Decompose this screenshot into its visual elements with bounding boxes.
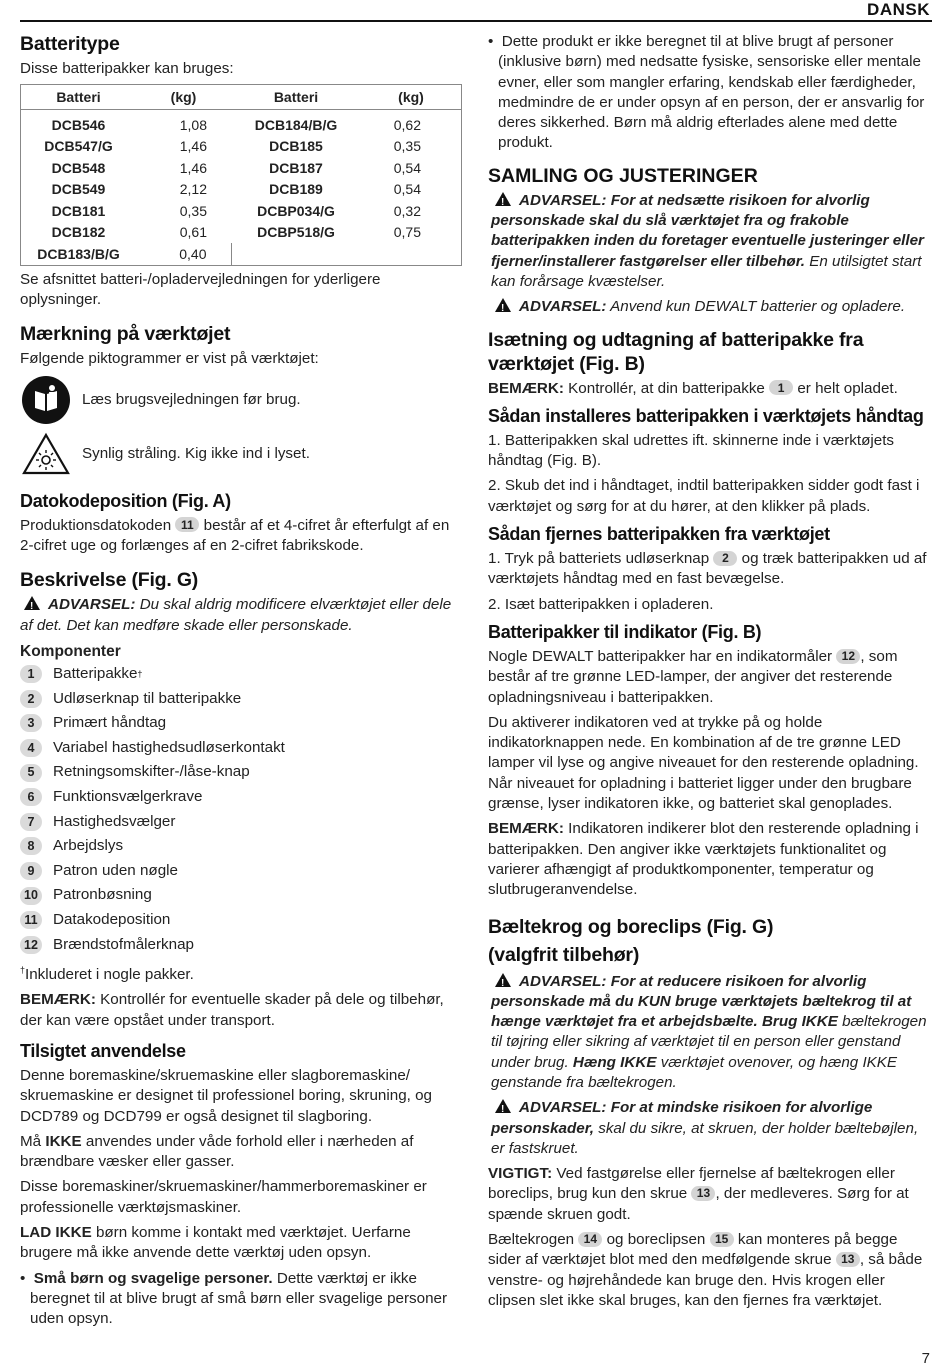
table-row xyxy=(21,243,462,265)
table-cell: 0,62 xyxy=(393,116,421,133)
w1-label: ADVARSEL: xyxy=(519,191,607,209)
callout-12: 12 xyxy=(836,649,860,664)
callout-1: 1 xyxy=(769,380,793,395)
intended-use-p4 xyxy=(20,1223,462,1264)
note-label: BEMÆRK: xyxy=(20,991,96,1009)
table-cell: DCB185 xyxy=(269,138,323,155)
component-number: 7 xyxy=(20,813,42,831)
picto-manual-text: Læs brugsvejledningen før brug. xyxy=(82,390,301,408)
description-warning xyxy=(20,595,462,636)
table-cell xyxy=(361,243,462,265)
table-cell: DCB182 xyxy=(51,224,106,241)
intended-use-heading: Tilsigtet anvendelse xyxy=(20,1040,186,1061)
table-cell: 1,46 xyxy=(179,138,207,155)
table-cell: DCB187 xyxy=(269,159,323,176)
table-cell: 0,61 xyxy=(179,224,207,241)
belt-w1-bold: For at reducere risikoen for alvorlig personskade må du KUN bruge værktøjets bæltekrog til at hænge værktøjet fra et arbejdsbælte. xyxy=(491,972,912,1031)
install-heading: Sådan installeres batteripakken i værktøjets håndtag xyxy=(488,405,924,426)
belt-warning-2 xyxy=(488,1098,932,1159)
p4-a: LAD IKKE xyxy=(20,1224,92,1242)
belt-w1-label: ADVARSEL: xyxy=(519,972,607,990)
table-cell: DCB547/G xyxy=(44,138,113,155)
table-cell: 0,40 xyxy=(136,243,231,265)
dagger-symbol: † xyxy=(20,965,26,975)
w1-text: En utilsigtet start kan forårsage kvæstelser. xyxy=(491,252,922,290)
picto-radiation xyxy=(20,429,462,479)
description-heading xyxy=(20,568,462,592)
warning-icon xyxy=(495,298,511,312)
table-cell: DCB189 xyxy=(269,181,323,198)
component-item xyxy=(20,662,462,687)
page-number: 7 xyxy=(921,1350,930,1367)
belt-w2-label: ADVARSEL: xyxy=(519,1099,607,1117)
component-label: Primært håndtag xyxy=(53,714,167,732)
table-cell xyxy=(231,243,361,265)
col-header-kg: (kg) xyxy=(136,85,231,110)
component-number: 5 xyxy=(20,764,42,782)
components-list xyxy=(20,662,462,957)
table-row xyxy=(21,222,462,244)
component-item xyxy=(20,883,462,908)
indicator-p1-a: Nogle DEWALT batteripakker har en indikatormåler xyxy=(488,647,833,665)
warning-icon xyxy=(495,192,511,206)
insert-heading: Isætning og udtagning af batteripakke fra værktøjet (Fig. B) xyxy=(488,328,864,375)
table-cell: 2,12 xyxy=(179,181,207,198)
picto-radiation-text: Synlig stråling. Kig ikke ind i lyset. xyxy=(82,444,310,462)
insert-note-b: er helt opladet. xyxy=(797,379,898,397)
callout-2: 2 xyxy=(713,551,737,566)
w2-label: ADVARSEL: xyxy=(519,298,607,316)
table-cell: DCB181 xyxy=(51,202,106,219)
component-item xyxy=(20,809,462,834)
description-title: Beskrivelse xyxy=(20,569,127,592)
component-number: 10 xyxy=(20,887,42,905)
component-item xyxy=(20,785,462,810)
intended-use-bullet: • Små børn og svagelige personer. Dette værktøj er ikke beregnet til at blive brugt af små børn eller svagelige personer uden opsyn. xyxy=(20,1269,448,1328)
p2-c: anvendes under våde forhold eller i nærheden af brændbare væsker eller gasser. xyxy=(20,1132,414,1171)
date-code-fig: (Fig. A) xyxy=(171,490,231,511)
component-label: Patron uden nøgle xyxy=(53,861,178,879)
dagger-note-text: Inkluderet i nogle pakker. xyxy=(25,966,194,984)
component-number: 4 xyxy=(20,739,42,757)
table-cell: 0,54 xyxy=(393,159,421,176)
belt-warning-1 xyxy=(488,972,932,1094)
battery-type-intro: Disse batteripakker kan bruges: xyxy=(20,60,234,77)
table-row xyxy=(21,136,462,158)
component-item xyxy=(20,686,462,711)
component-number: 9 xyxy=(20,862,42,880)
table-cell: DCBP518/G xyxy=(257,224,335,241)
top-bullet: • Dette produkt er ikke beregnet til at blive brugt af personer (inklusive børn) med nedsatte fysiske, sensoriske eller mentale evner, eller som mangler erfaring, kendskab eller færdigheder, medmindre de er under opsyn af en person, der er ansvarlig for deres sikkerhed. Børn må aldrig efterlades alene med dette produkt. xyxy=(488,33,925,152)
assembly-warning-1 xyxy=(488,191,932,292)
col-header-kg-2: (kg) xyxy=(361,85,462,110)
component-item xyxy=(20,736,462,761)
marking-intro: Følgende piktogrammer er vist på værktøjet: xyxy=(20,350,319,368)
table-cell: DCBP034/G xyxy=(257,202,335,219)
indicator-note xyxy=(488,819,932,900)
table-cell: 0,54 xyxy=(393,181,421,198)
table-cell: DCB548 xyxy=(51,159,106,176)
belt-w1-brug: Brug IKKE xyxy=(761,1013,838,1031)
top-bullet-text: Dette produkt er ikke beregnet til at blive brugt af personer (inklusive børn) med nedsatte fysiske, sensoriske eller mentale evner, eller som mangler erfaring, kendskab eller færdigheder, medmindre de er under opsyn af en person, der er ansvarlig for deres sikkerhed. Børn må aldrig efterlades alene med dette produkt. xyxy=(498,33,925,152)
assembly-heading: SAMLING OG JUSTERINGER xyxy=(488,164,758,187)
warning-text: Du skal aldrig modificere elværktøjet eller dele af det. Det kan medføre skade eller personskade. xyxy=(20,596,452,634)
component-label: Datakodeposition xyxy=(53,910,171,928)
table-cell: 0,75 xyxy=(393,224,421,241)
insert-note-a: Kontrollér, at din batteripakke xyxy=(568,379,765,397)
description-note xyxy=(20,990,462,1031)
component-number: 3 xyxy=(20,714,42,732)
table-row xyxy=(21,179,462,201)
belt-heading xyxy=(488,913,932,969)
battery-table xyxy=(20,84,462,266)
p4-b: børn komme i kontakt med værktøjet. Uerfarne brugere må ikke anvende dette værktøj uden opsyn. xyxy=(20,1224,411,1262)
belt-title-a: Bæltekrog og boreclips (Fig. G) xyxy=(488,915,774,938)
belt-w2-bold: For at mindske risikoen for alvorlige personskader, xyxy=(491,1099,873,1137)
component-item xyxy=(20,908,462,933)
indicator-p1-b: , som består af tre grønne LED-lamper, der angiver det resterende opladningsniveau i batteripakken. xyxy=(488,647,898,706)
belt-imp-a: Ved fastgørelse eller fjernelse af bæltekrogen eller boreclips, brug kun den skrue xyxy=(488,1165,895,1203)
bullet-b: Dette værktøj er ikke beregnet til at blive brugt af små børn eller svagelige personer uden opsyn. xyxy=(30,1269,448,1328)
component-item xyxy=(20,859,462,884)
w2-text: Anvend kun DEWALT batterier og opladere. xyxy=(610,298,906,316)
remove-step-1 xyxy=(488,549,932,590)
component-label: Patronbøsning xyxy=(53,886,152,904)
table-cell: DCB183/B/G xyxy=(37,245,120,262)
intended-use-p2 xyxy=(20,1132,462,1173)
install-step-1: 1. Batteripakken skal udrettes ift. skinnerne inde i værktøjets håndtag (Fig. B). xyxy=(488,431,895,470)
table-cell: 1,46 xyxy=(179,159,207,176)
intended-use-p3: Disse boremaskiner/skruemaskiner/hammerboremaskiner er professionelle værktøjsmaskiner. xyxy=(20,1178,427,1216)
warning-icon xyxy=(495,973,511,987)
component-label: Batteripakke xyxy=(53,665,138,683)
component-label: Arbejdslys xyxy=(53,837,124,855)
manual-icon xyxy=(20,375,72,425)
p2-b: IKKE xyxy=(45,1132,82,1150)
bullet-a: Små børn og svagelige personer. xyxy=(33,1269,273,1287)
table-cell: DCB184/B/G xyxy=(254,116,338,133)
belt-w1-t1: bæltekrogen til tøjring eller sikring af værktøjet til en person eller genstand under brug. xyxy=(491,1013,927,1071)
remove-s1-a: 1. Tryk på batteriets udløserknap xyxy=(488,550,710,568)
date-code-text-b: består af et 4-cifret år efterfulgt af en 2-cifret uge og forlænges af en 2-cifret fabrikskode. xyxy=(20,516,450,554)
belt-w1-t2: værktøjet ovenover, og hæng IKKE genstande fra bæltekrogen. xyxy=(491,1053,898,1091)
callout-13b: 13 xyxy=(836,1252,860,1267)
belt-title-b: (valgfrit tilbehør) xyxy=(488,943,640,966)
description-fig: (Fig. G) xyxy=(131,569,199,592)
p2-a: Må xyxy=(20,1132,42,1150)
component-number: 6 xyxy=(20,788,42,806)
belt-w2-text: skal du sikre, at skruen, der holder bæltebøjlen, er fastskruet. xyxy=(491,1119,919,1157)
intended-use-p1: Denne boremaskine/skruemaskine eller slagboremaskine/ skruemaskine er designet til professionel boring, skruning, og DCD789 og DCD799 er også designet til slagboring. xyxy=(20,1066,432,1125)
component-item xyxy=(20,760,462,785)
table-cell: 0,35 xyxy=(179,202,207,219)
component-number: 12 xyxy=(20,936,42,954)
date-code-text-a: Produktionsdatokoden xyxy=(20,516,172,534)
belt-p-d: , så både venstre- og højrehåndede kan bruge den. Hvis krogen eller clipsen slet ikke skal bruges, kan den fjernes fra værktøjet. xyxy=(488,1251,923,1309)
assembly-warning-2 xyxy=(488,297,932,317)
callout-13: 13 xyxy=(691,1186,715,1201)
left-column xyxy=(20,32,462,1335)
col-header-battery-2: Batteri xyxy=(231,85,361,110)
table-row xyxy=(21,110,462,136)
picto-manual xyxy=(20,375,462,425)
remove-s1-b: og træk batteripakken ud af værktøjets håndtag med en fast bevægelse. xyxy=(488,550,927,588)
remove-step-2: 2. Isæt batteripakken i opladeren. xyxy=(488,595,714,613)
component-label: Hastighedsvælger xyxy=(53,812,176,830)
remove-heading: Sådan fjernes batteripakken fra værktøjet xyxy=(488,524,830,545)
indicator-p2: Du aktiverer indikatoren ved at trykke på og holde indikatorknappen nede. En kombination af de tre grønne LED lamper vil lyse og angive niveauet for den resterende opladning. Når niveauet for opladning i batteriet ligger under den brugbare grænse, lyser indikatoren ikke, og batteriet skal genoplades. xyxy=(488,713,919,813)
table-row xyxy=(21,200,462,222)
indicator-heading: Batteripakker til indikator (Fig. B) xyxy=(488,621,762,642)
battery-type-heading: Batteritype xyxy=(20,33,120,55)
belt-paragraph xyxy=(488,1230,932,1311)
component-item xyxy=(20,834,462,859)
component-number: 8 xyxy=(20,837,42,855)
warning-icon xyxy=(495,1099,511,1113)
header-rule xyxy=(20,20,932,22)
component-item xyxy=(20,711,462,736)
component-label: Retningsomskifter-/låse-knap xyxy=(53,763,250,781)
component-label: Variabel hastighedsudløserkontakt xyxy=(53,738,285,756)
indicator-note-text: Indikatoren indikerer blot den resterende opladning i batteripakken. Den angiver ikke værktøjets funktionalitet og varierer afhængigt af produktkomponenter, temperatur og slutbrugeranvendelse. xyxy=(488,820,919,899)
insert-note-label: BEMÆRK: xyxy=(488,379,564,397)
date-code-text xyxy=(20,516,462,557)
indicator-p1 xyxy=(488,647,932,708)
callout-15: 15 xyxy=(710,1232,734,1247)
language-label: DANSK xyxy=(867,0,930,19)
table-cell: DCB549 xyxy=(51,181,106,198)
callout-14: 14 xyxy=(578,1232,602,1247)
col-header-battery: Batteri xyxy=(21,85,137,110)
component-number: 11 xyxy=(20,911,42,929)
insert-note xyxy=(488,379,932,399)
table-cell: 0,35 xyxy=(393,138,421,155)
radiation-warning-icon xyxy=(20,429,72,479)
component-label: Udløserknap til batteripakke xyxy=(53,689,242,707)
belt-p-a: Bæltekrogen xyxy=(488,1231,575,1249)
w1-bold: For at nedsætte risikoen for alvorlig personskade skal du slå værktøjet fra og frakoble batteripakken inden du foretager eventuelle justeringer eller fjerner/installerer fastgørelser eller tilbehør. xyxy=(491,191,924,270)
right-column xyxy=(488,32,932,1316)
warning-label: ADVARSEL: xyxy=(48,596,136,614)
component-label: Funktionsvælgerkrave xyxy=(53,787,203,805)
marking-heading: Mærkning på værktøjet xyxy=(20,323,231,346)
table-row xyxy=(21,157,462,179)
table-cell: 0,32 xyxy=(393,202,421,219)
component-dagger: † xyxy=(137,669,143,680)
table-cell: 1,08 xyxy=(179,116,207,133)
install-step-2: 2. Skub det ind i håndtaget, indtil batteripakken sidder godt fast i værktøjet og sørg for at du hører, at den klikker på plads. xyxy=(488,477,920,515)
date-code-title: Datokodeposition xyxy=(20,490,168,511)
battery-type-note: Se afsnittet batteri-/opladervejledningen for yderligere oplysninger. xyxy=(20,270,381,309)
callout-11: 11 xyxy=(175,517,199,532)
component-number: 2 xyxy=(20,690,42,708)
indicator-note-label: BEMÆRK: xyxy=(488,820,564,838)
dagger-note xyxy=(20,960,462,985)
belt-p-c: kan monteres på begge sider af værktøjet blot med den medfølgende skrue xyxy=(488,1231,898,1269)
belt-p-b: og boreclipsen xyxy=(606,1231,706,1249)
note-text: Kontrollér for eventuelle skader på dele og tilbehør, der kan være opstået under transport. xyxy=(20,991,444,1029)
belt-imp-label: VIGTIGT: xyxy=(488,1165,553,1183)
warning-icon xyxy=(24,596,40,610)
table-cell: DCB546 xyxy=(51,116,106,133)
belt-imp-b: , der medleveres. Sørg for at spænde skruen godt. xyxy=(488,1185,909,1223)
component-number: 1 xyxy=(20,665,42,683)
belt-w1-haeng: Hæng IKKE xyxy=(572,1053,657,1071)
date-code-heading xyxy=(20,489,462,513)
belt-important xyxy=(488,1164,932,1225)
components-heading: Komponenter xyxy=(20,642,121,660)
component-label: Brændstofmålerknap xyxy=(53,935,194,953)
component-item xyxy=(20,932,462,957)
